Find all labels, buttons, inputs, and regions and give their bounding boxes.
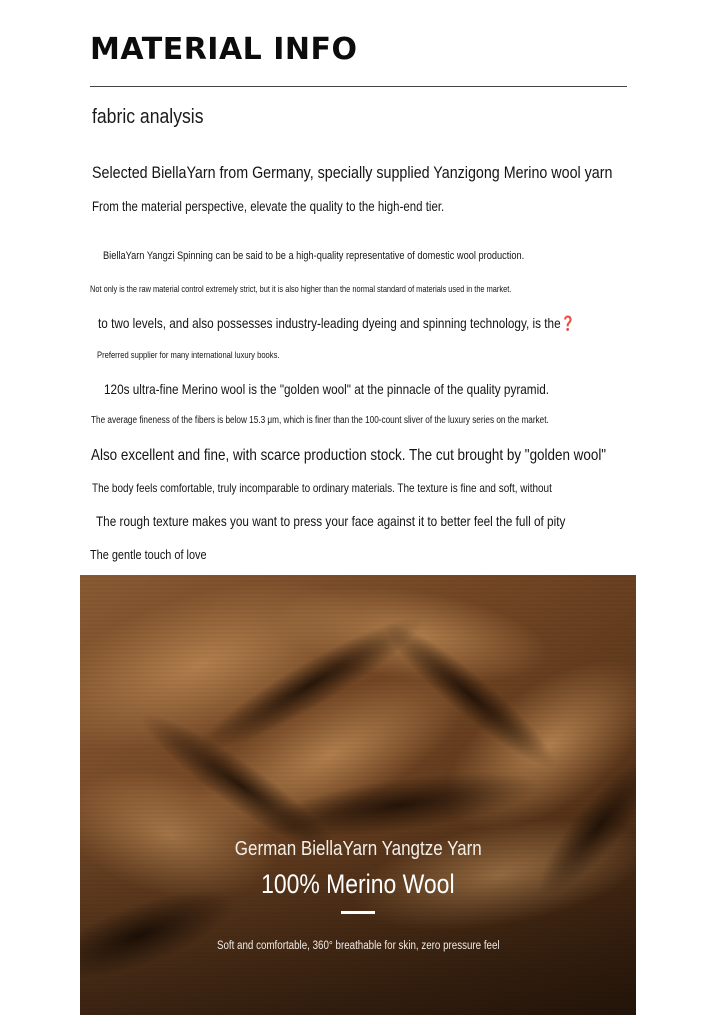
text-line: Selected BiellaYarn from Germany, specially supplied Yanzigong Merino wool yarn: [92, 163, 613, 182]
text-line: From the material perspective, elevate the quality to the high-end tier.: [92, 198, 445, 214]
text-line: Also excellent and fine, with scarce production stock. The cut brought by "golden wool": [91, 447, 607, 464]
text-line: 120s ultra-fine Merino wool is the "golden wool" at the pinnacle of the quality pyramid.: [104, 381, 550, 397]
wool-fabric-photo: [80, 575, 636, 1015]
text-line: The average fineness of the fibers is below 15.3 μm, which is finer than the 100-count sliver of the luxury series on the market.: [91, 415, 549, 426]
text-line: The gentle touch of love: [90, 547, 207, 562]
title-underline: [341, 911, 375, 914]
photo-subtitle: German BiellaYarn Yangtze Yarn: [234, 838, 482, 860]
text-line: The body feels comfortable, truly incomparable to ordinary materials. The texture is fine and soft, without: [92, 481, 552, 495]
photo-title: 100% Merino Wool: [261, 869, 455, 899]
section-heading: fabric analysis: [92, 106, 204, 128]
text-line: BiellaYarn Yangzi Spinning can be said to be a high-quality representative of domestic wool production.: [103, 250, 525, 262]
text-line: Preferred supplier for many international luxury books.: [97, 350, 280, 361]
title-divider: [90, 86, 627, 87]
photo-caption: Soft and comfortable, 360° breathable for skin, zero pressure feel: [216, 940, 500, 952]
text-line: Not only is the raw material control extremely strict, but it is also higher than the normal standard of materials used in the market.: [90, 284, 512, 295]
text-line: to two levels, and also possesses industry-leading dyeing and spinning technology, is the❓: [98, 315, 576, 331]
page-title: MATERIAL INFO: [90, 32, 358, 67]
text-line: The rough texture makes you want to press your face against it to better feel the full of pity: [96, 513, 566, 529]
